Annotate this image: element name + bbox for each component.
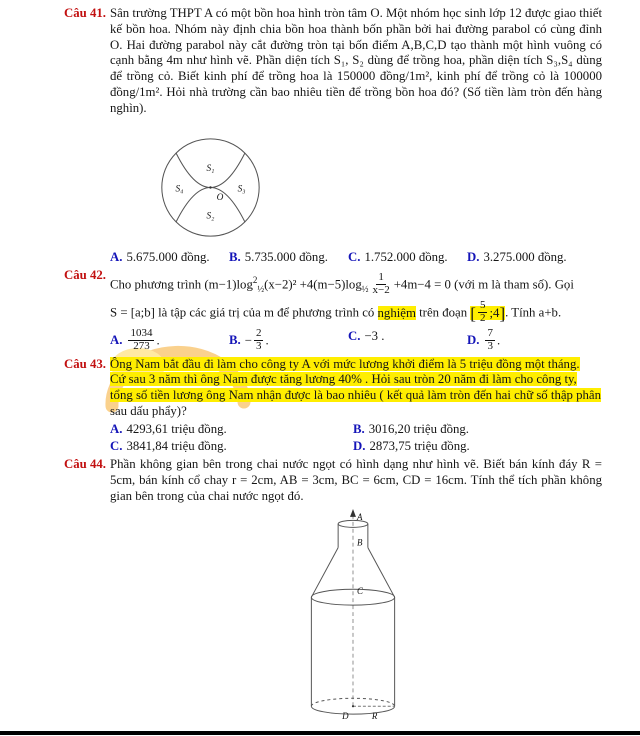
highlighted-interval: [ $\frac{5}{2}$ ;4] <box>470 299 506 325</box>
question-44 <box>64 457 602 729</box>
answer-option-43-d: D. 2873,75 triệu đồng. <box>353 438 470 453</box>
answer-option-41-c: C. 1.752.000 đồng. <box>348 249 448 264</box>
point-label-a: A <box>356 511 363 522</box>
fraction: $\frac{5}{2}$ <box>479 299 486 325</box>
question-42-answers <box>110 326 602 354</box>
highlighted-line: tổng số tiền lương ông Nam nhận được là bao nhiêu ( kết quả làm tròn đến hai chữ số thập phân <box>110 388 602 403</box>
answer-option-42-c: C. −3 . <box>348 328 385 343</box>
question-44-label: Câu 44. <box>64 457 106 472</box>
question-43-text <box>110 357 602 420</box>
region-label-s2: S₂ <box>206 211 215 222</box>
highlighted-line: Cứ sau 3 năm thì ông Nam được tăng lương 40% . Hỏi sau tròn 20 năm đi làm cho công ty, <box>110 372 577 387</box>
footer-rule <box>0 731 640 735</box>
bottom-center-point <box>352 705 354 707</box>
center-point <box>209 186 211 188</box>
highlighted-line: Ông Nam bắt đầu đi làm cho công ty A với mức lương khởi điểm là 5 triệu đồng một tháng. <box>110 356 580 371</box>
answer-option-42-a: A. $\frac{1034}{273}$ . <box>110 326 160 352</box>
flowerbed-figure <box>138 129 284 246</box>
region-label-s1: S₁ <box>206 163 215 174</box>
text-line: sau dấu phẩy)? <box>110 404 187 419</box>
fraction: $\frac{2}{3}$ <box>255 326 262 352</box>
answer-option-41-d: D. 3.275.000 đồng. <box>467 249 567 264</box>
question-41 <box>64 6 602 265</box>
question-43-answers <box>110 422 602 455</box>
answer-option-42-b: B. − $\frac{2}{3}$ . <box>229 326 269 352</box>
answer-option-43-a: A. 4293,61 triệu đồng. <box>110 421 227 436</box>
question-41-label: Câu 41. <box>64 6 106 20</box>
axis-arrow <box>350 509 356 517</box>
answer-option-43-c: C. 3841,84 triệu đồng. <box>110 438 227 453</box>
highlighted-word: nghiệm <box>377 305 416 320</box>
question-42-condition: S = [a;b] là tập các giá trị của m để phương trình có nghiệm trên đoạn [ $\frac{5}{2}$ ;4]. Tính a+b. <box>110 299 562 325</box>
point-label-c: C <box>356 586 363 597</box>
region-label-s3: S₃ <box>237 184 246 195</box>
answer-option-41-b: B. 5.735.000 đồng. <box>229 249 328 264</box>
bottom-ellipse-front <box>311 706 394 714</box>
fraction: $\frac{7}{3}$ <box>487 326 493 352</box>
region-label-s4: S₄ <box>175 184 184 195</box>
answer-option-43-b: B. 3016,20 triệu đồng. <box>353 421 469 436</box>
point-label-b: B <box>356 537 363 548</box>
fraction: $\frac{1}{x-2}$ <box>372 271 390 297</box>
point-label-d: D <box>342 710 349 721</box>
center-label-o: O <box>216 192 224 203</box>
question-43 <box>64 357 602 455</box>
question-41-answers <box>110 250 602 266</box>
question-43-label: Câu 43. <box>64 356 106 371</box>
radius-label-r: R <box>371 710 378 721</box>
question-42-formula: Cho phương trình $(m-1)\log^2_{\frac{1}{2}}(x-2)^2 +4(m-5)\log_{\frac{1}{2}}$ $\frac{1}{x-2}$ +4m−4 = 0 (với m là tham số). Gọi <box>110 271 574 297</box>
answer-option-42-d: D. $\frac{7}{3}$ . <box>467 326 501 352</box>
answer-option-41-a: A. 5.675.000 đồng. <box>110 249 210 264</box>
question-44-text: Phần không gian bên trong chai nước ngọt có hình dạng như hình vẽ. Biết bán kính đáy R = 5cm, bán kính cổ chay r = 2cm, AB = 3cm, BC = 6cm, CD = 16cm. Tính thể tích phần không gian bên trong của chai nước ngọt đó. <box>110 457 602 504</box>
question-42 <box>64 268 602 353</box>
question-42-label: Câu 42. <box>64 268 106 283</box>
fraction: $\frac{1034}{273}$ <box>130 326 153 352</box>
bottle-figure <box>278 508 428 730</box>
question-41-text: Sân trường THPT A có một bồn hoa hình tròn tâm O. Một nhóm học sinh lớp 12 được giao thiết kế bồn hoa. Nhóm này định chia bồn hoa thành bốn phần bởi hai đường parabol có cùng đỉnh O. Hai đường parabol này cắt đường tròn tại bốn điểm A,B,C,D tạo thành một hình vuông có cạnh bằng 4m như hình vẽ. Phần diện tích S₁, S₂ dùng để trồng hoa, phần diện tích S₃,S₄ dùng để trồng cỏ. Biết kinh phí để trồng hoa là 150000 đồng/1m², kinh phí để trồng cỏ là 100000 đồng/1m². Hỏi nhà trường cần bao nhiêu tiền để trồng bồn hoa đó? (Số tiền làm tròn đến hàng nghìn). <box>110 6 602 115</box>
